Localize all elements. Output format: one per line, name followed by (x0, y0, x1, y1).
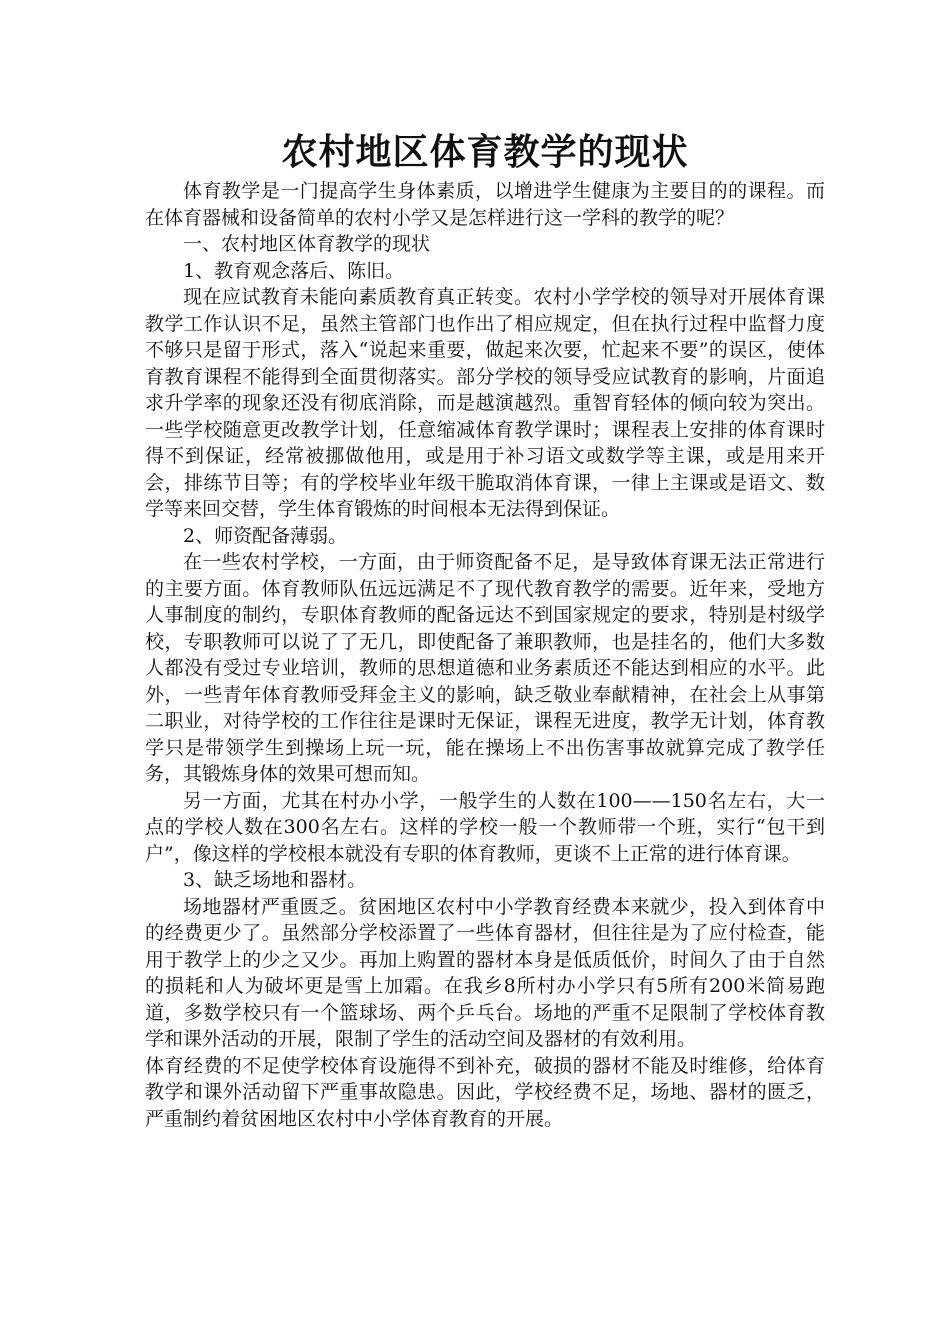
paragraph-education-concept: 现在应试教育未能向素质教育真正转变。农村小学学校的领导对开展体育课教学工作认识不足，虽然主管部门也作出了相应规定，但在执行过程中监督力度不够只是留于形式，落入“说起来重要，做起来次要，忙起来不要”的误区，使体育教育课程不能得到全面贯彻落实。部分学校的领导受应试教育的影响，片面追求升学率的现象还没有彻底消除，而是越演越烈。重智育轻体的倾向较为突出。一些学校随意更改教学计划，任意缩减体育教学课时；课程表上安排的体育课时得不到保证，经常被挪做他用，或是用于补习语文或数学等主课，或是用来开会，排练节目等；有的学校毕业年级干脆取消体育课，一律上主课或是语文、数学等来回交替，学生体育锻炼的时间根本无法得到保证。 (145, 286, 825, 520)
section-heading-1: 一、农村地区体育教学的现状 (183, 233, 431, 255)
paragraph-teacher-staffing: 在一些农村学校，一方面，由于师资配备不足，是导致体育课无法正常进行的主要方面。体育教师队伍远远满足不了现代教育教学的需要。近年来，受地方人事制度的制约，专职体育教师的配备远达不到国家规定的要求，特别是村级学校，专职教师可以说了了无几，即使配备了兼职教师，也是挂名的，他们大多数人都没有受过专业培训，教师的思想道德和业务素质还不能达到相应的水平。此外，一些青年体育教师受拜金主义的影响，缺乏敬业奉献精神，在社会上从事第二职业，对待学校的工作往往是课时无保证，课程无进度，教学无计划，体育教学只是带领学生到操场上玩一玩，能在操场上不出伤害事故就算完成了教学任务，其锻炼身体的效果可想而知。 (145, 551, 825, 785)
document-page (145, 128, 825, 1132)
subheading-2: 2、师资配备薄弱。 (183, 524, 348, 547)
document-title: 农村地区体育教学的现状 (281, 132, 689, 173)
paragraph-funding: 体育经费的不足使学校体育设施得不到补充，破损的器材不能及时维修，给体育教学和课外活动留下严重事故隐患。因此，学校经费不足，场地、器材的匮乏，严重制约着贫困地区农村中小学体育教育的开展。 (145, 1054, 825, 1130)
subheading-3: 3、缺乏场地和器材。 (183, 869, 367, 891)
paragraph-intro: 体育教学是一门提高学生身体素质，以增进学生健康为主要目的的课程。而在体育器械和设备简单的农村小学又是怎样进行这一学科的教学的呢？ (145, 180, 825, 229)
subheading-1: 1、教育观念落后、陈旧。 (183, 259, 405, 282)
paragraph-facilities: 场地器材严重匮乏。贫困地区农村中小学教育经费本来就少，投入到体育中的经费更少了。虽然部分学校添置了一些体育器材，但往往是为了应付检查，能用于教学上的少之又少。再加上购置的器材本身是低质低价，时间久了由于自然的损耗和人为破坏更是雪上加霜。在我乡8所村办小学只有5所有200米简易跑道，多数学校只有一个篮球场、两个乒乓台。场地的严重不足限制了学校体育教学和课外活动的开展，限制了学生的活动空间及器材的有效利用。 (145, 895, 825, 1050)
document-body (145, 178, 825, 1132)
paragraph-village-schools: 另一方面，尤其在村办小学，一般学生的人数在100——150名左右，大一点的学校人数在300名左右。这样的学校一般一个教师带一个班，实行“包干到户”，像这样的学校根本就没有专职的体育教师，更谈不上正常的进行体育课。 (145, 789, 825, 865)
